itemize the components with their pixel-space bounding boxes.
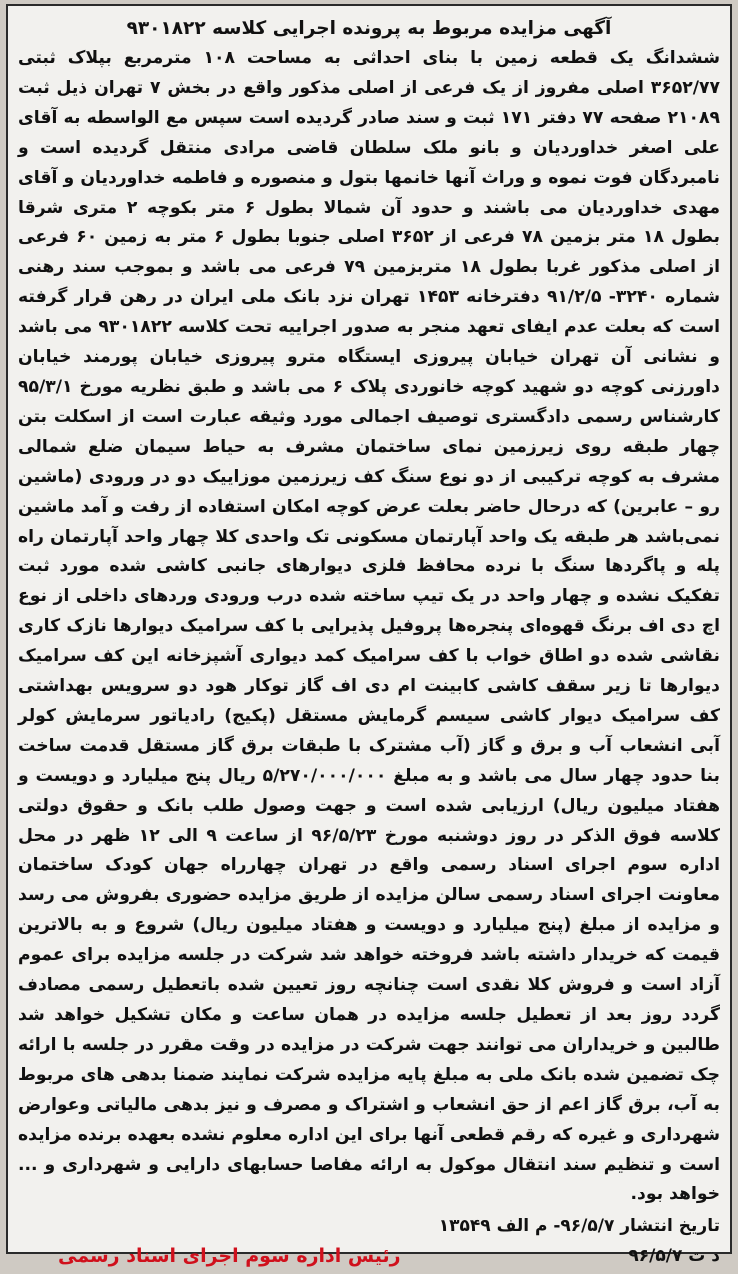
notice-title: آگهی مزایده مربوط به پرونده اجرایی کلاسه ۹۳۰۱۸۲۲ (126, 18, 612, 39)
publish-date-line: تاریخ انتشار ۹۶/۵/۷- م الف ۱۳۵۴۹ (438, 1216, 720, 1237)
notice-footer (18, 1212, 720, 1274)
signature-title: رئیس اداره سوم اجرای اسناد رسمی (58, 1245, 401, 1268)
notice-body: ششدانگ یک قطعه زمین با بنای احداثی به مساحت ۱۰۸ مترمربع بپلاک ثبتی ۳۶۵۲/۷۷ اصلی مفروز از یک فرعی از اصلی مذکور واقع در بخش ۷ تهران ذیل ثبت ۲۱۰۸۹ صفحه ۷۷ دفتر ۱۷۱ ثبت و سند صادر گردیده است سپس مع الواسطه به آقای علی اصغر خداوردیان و بانو ملک سلطان قاضی مرادی منتقل گردیده است و نامبردگان فوت نموه و وراث آنها خانمها بتول و منصوره و فاطمه خداوردیان و آقای مهدی خداوردیان می باشند و حدود آن شمالا بطول ۶ متر بکوچه ۲ متری شرقا بطول ۱۸ متر بزمین ۷۸ فرعی از ۳۶۵۲ اصلی جنوبا بطول ۶ متر به زمین ۶۰ فرعی از اصلی مذکور غربا بطول ۱۸ متربزمین ۷۹ فرعی می باشد و بموجب سند رهنی شماره ۳۲۴۰- ۹۱/۲/۵ دفترخانه ۱۴۵۳ تهران نزد بانک ملی ایران در رهن قرار گرفته است که بعلت عدم ایفای تعهد منجر به صدور اجراییه تحت کلاسه ۹۳۰۱۸۲۲ می باشد و نشانی آن تهران خیابان پیروزی ایستگاه مترو پیروزی خیابان پورمند خیابان داورزنی کوچه دو شهید کوچه خانوردی پلاک ۶ می باشد و طبق نظریه مورخ ۹۵/۳/۱ کارشناس رسمی دادگستری توصیف اجمالی مورد وثیقه عبارت است از اسکلت بتن چهار طبقه روی زیرزمین نمای ساختمان مشرف به حیاط سیمان ضلع شمالی مشرف به کوچه ترکیبی از دو نوع سنگ کف زیرزمین موزاییک دو در ورودی (ماشین رو – عابرین) که درحال حاضر بعلت عرض کوچه امکان استفاده از رفت و آمد ماشین نمی‌باشد هر طبقه یک واحد آپارتمان مسکونی تک واحدی کلا چهار واحد آپارتمان راه پله و پاگردها سنگ با نرده محافظ فلزی دیوارهای جانبی کاشی شده مورد ثبت تفکیک نشده و چهار واحد در یک تیپ ساخته شده درب ورودی وردهای داخلی از نوع اچ دی اف برنگ قهوه‌ای پنجره‌ها پروفیل پذیرایی با کف سرامیک دیوارها نازک کاری نقاشی شده دو اطاق خواب با کف سرامیک کمد دیواری آشپزخانه این کف سرامیک دیوارها تا زیر سقف کاشی کابینت ام دی اف گاز توکار هود دو سرویس بهداشتی کف سرامیک دیوار کاشی سیسم گرمایش مستقل (پکیج) رادیاتور سرمایش کولر آبی انشعاب آب و برق و گاز (آب مشترک با طبقات برق گاز مستقل قدمت ساخت بنا حدود چهار سال می باشد و به مبلغ ۵/۲۷۰/۰۰۰/۰۰۰ ریال پنج میلیارد و دویست و هفتاد میلیون ریال) ارزیابی شده است و جهت وصول طلب بانک و حقوق دولتی کلاسه فوق الذکر در روز دوشنبه مورخ ۹۶/۵/۲۳ از ساعت ۹ الی ۱۲ ظهر در محل اداره سوم اجرای اسناد رسمی واقع در تهران چهارراه جهان کودک ساختمان معاونت اجرای اسناد رسمی سالن مزایده از طریق مزایده حضوری بفروش می رسد و مزایده از مبلغ (پنج میلیارد و دویست و هفتاد میلیون ریال) شروع و به بالاترین قیمت که خریدار داشته باشد فروخته خواهد شد شرکت در جلسه مزایده برای عموم آزاد است و فروش کلا نقدی است چنانچه روز تعیین شده باتعطیل رسمی مصادف گردد روز بعد از تعطیل جلسه مزایده در همان ساعت و مکان تشکیل خواهد شد طالبین و خریداران می توانند جهت شرکت در مزایده در وقت مقرر در جلسه با ارائه چک تضمین شده بانک ملی به مبلغ پایه مزایده شرکت نمایند ضمنا بدهی های مربوط به آب، برق گاز اعم از حق انشعاب و اشتراک و مصرف و نیز بدهی مالیاتی وعوارض شهرداری و غیره که رقم قطعی آنها برای این اداره معلوم نشده بعهده برنده مزایده است و تنظیم سند انتقال موکول به ارائه مفاصا حسابهای دارایی و شهرداری و ... خواهد بود. (18, 48, 721, 1205)
code-date-line: د ت ۹۶/۵/۷ (628, 1246, 720, 1267)
notice-clipping (6, 4, 732, 1268)
